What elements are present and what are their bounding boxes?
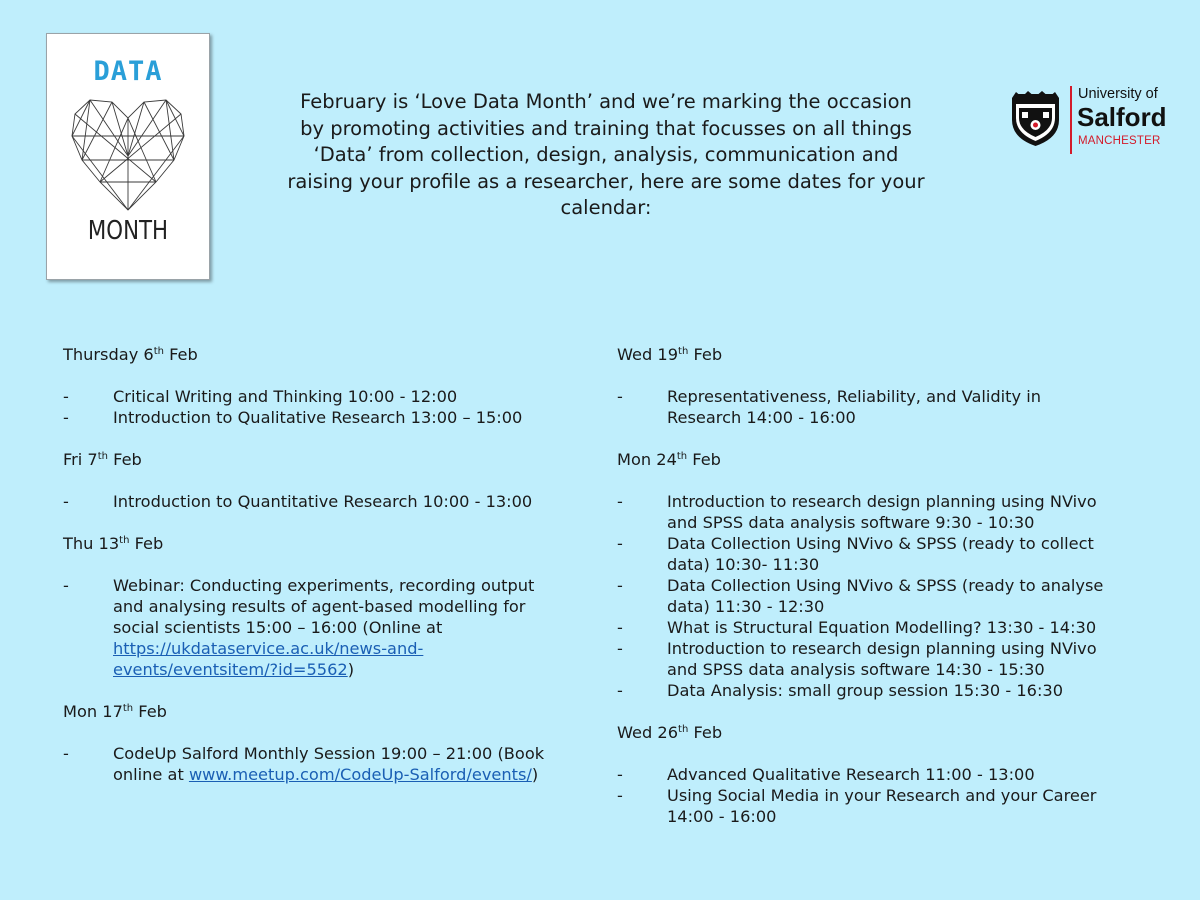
- intro-line: by promoting activities and training that focusses on all things: [300, 116, 912, 140]
- list-item: - CodeUp Salford Monthly Session 19:00 – 21:00 (Book online at www.meetup.com/CodeUp-Salford/events/): [63, 744, 545, 784]
- data-month-logo: [46, 33, 210, 280]
- event-list: [617, 386, 1157, 428]
- day-block: [63, 449, 583, 512]
- ukdataservice-link[interactable]: https://ukdataservice.ac.uk/news-and-: [113, 639, 424, 658]
- day-heading: Mon 24th Feb: [617, 450, 721, 469]
- wireframe-heart-icon: [70, 96, 186, 214]
- day-heading: Thu 13th Feb: [63, 534, 164, 553]
- day-block: [63, 344, 583, 428]
- intro-paragraph: [238, 89, 974, 222]
- day-heading: Fri 7th Feb: [63, 450, 142, 469]
- day-block: [617, 722, 1157, 827]
- ukdataservice-link-cont[interactable]: events/eventsitem/?id=5562: [113, 660, 348, 679]
- list-item: - Data Analysis: small group session 15:30 - 16:30: [617, 681, 1064, 700]
- list-item: - Data Collection Using NVivo & SPSS (ready to collect data) 10:30- 11:30: [617, 534, 1094, 574]
- schedule-right-column: [617, 344, 1157, 827]
- event-list: [617, 491, 1157, 701]
- day-block: [63, 533, 583, 680]
- list-item: - What is Structural Equation Modelling? 13:30 - 14:30: [617, 618, 1097, 637]
- list-item: - Introduction to Quantitative Research 10:00 - 13:00: [63, 492, 533, 511]
- day-heading: Wed 26th Feb: [617, 723, 723, 742]
- list-item: - Representativeness, Reliability, and Validity in Research 14:00 - 16:00: [617, 387, 1042, 427]
- list-item: - Critical Writing and Thinking 10:00 - 12:00: [63, 387, 458, 406]
- day-heading: Thursday 6th Feb: [63, 345, 198, 364]
- list-item: - Introduction to research design planning using NVivo and SPSS data analysis software 9:30 - 10:30: [617, 492, 1097, 532]
- salford-label: Salford: [1077, 102, 1167, 132]
- logo-bottom-word: MONTH: [87, 216, 169, 246]
- event-list: [63, 386, 583, 428]
- intro-line: ‘Data’ from collection, design, analysis, communication and: [313, 143, 899, 166]
- list-item: - Webinar: Conducting experiments, recording output and analysing results of agent-based modelling for social scientists 15:00 – 16:00 (Online at https://ukdataservice.ac.uk/news-and- events/eventsitem/?id=5562): [63, 576, 535, 679]
- day-heading: Wed 19th Feb: [617, 345, 723, 364]
- schedule-left-column: [63, 344, 583, 785]
- university-of-label: University of: [1078, 86, 1158, 102]
- event-list: [63, 743, 583, 785]
- list-item: - Using Social Media in your Research and your Career 14:00 - 16:00: [617, 786, 1097, 826]
- logo-divider: [1070, 86, 1072, 154]
- day-block: [63, 701, 583, 785]
- day-block: [617, 344, 1157, 428]
- event-list: [63, 575, 583, 680]
- meetup-link[interactable]: www.meetup.com/CodeUp-Salford/events/: [188, 765, 532, 784]
- list-item: - Introduction to research design planning using NVivo and SPSS data analysis software 14:30 - 15:30: [617, 639, 1097, 679]
- university-logo: [1008, 84, 1168, 154]
- list-item: - Advanced Qualitative Research 11:00 - 13:00: [617, 765, 1035, 784]
- crest-icon: [1008, 88, 1063, 148]
- event-list: [617, 764, 1157, 827]
- event-list: [63, 491, 583, 512]
- intro-line: calendar:: [560, 196, 652, 219]
- intro-line: February is ‘Love Data Month’ and we’re marking the occasion: [300, 90, 912, 113]
- list-item: - Introduction to Qualitative Research 13:00 – 15:00: [63, 408, 523, 427]
- day-block: [617, 449, 1157, 701]
- list-item: - Data Collection Using NVivo & SPSS (ready to analyse data) 11:30 - 12:30: [617, 576, 1104, 616]
- logo-top-word: DATA: [93, 56, 163, 87]
- manchester-label: MANCHESTER: [1078, 135, 1161, 147]
- day-heading: Mon 17th Feb: [63, 702, 167, 721]
- intro-line: raising your profile as a researcher, here are some dates for your: [287, 169, 925, 193]
